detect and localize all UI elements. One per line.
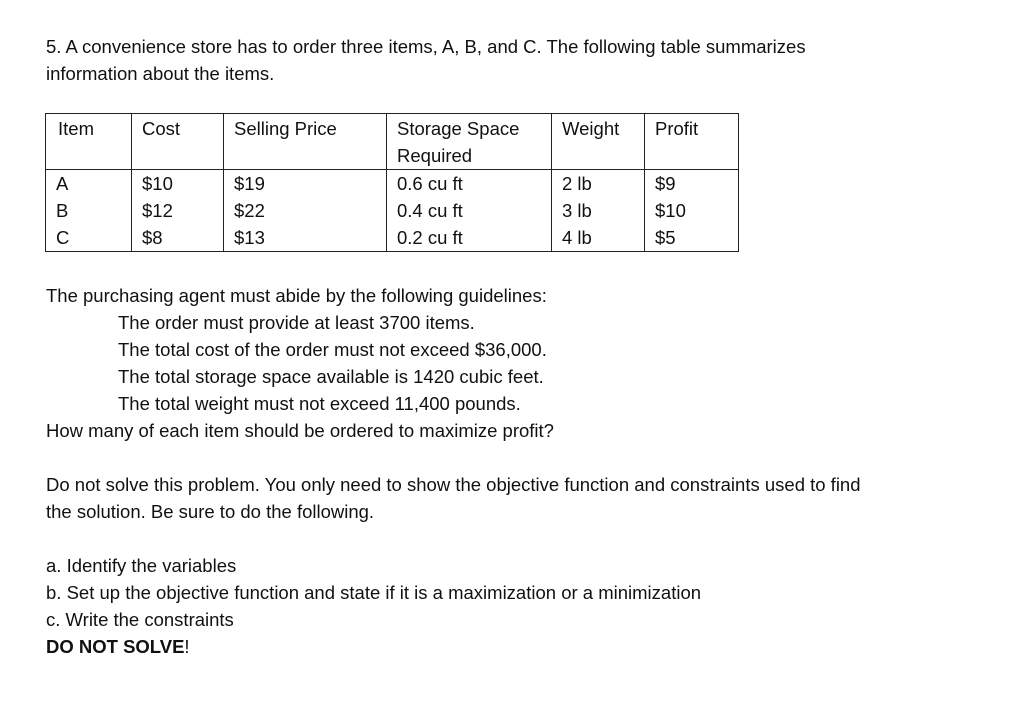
guidelines-section [46,282,996,444]
header-storage-line-1: Storage Space [397,118,520,139]
items-table [45,113,739,252]
cell-cost: $8 [132,224,224,252]
task-list [46,552,996,660]
header-weight: Weight [552,114,645,170]
cell-cost: $10 [132,170,224,198]
cell-profit: $9 [645,170,739,198]
header-item: Item [46,114,132,170]
note-line-2: the solution. Be sure to do the following. [46,501,375,522]
guidelines-question: How many of each item should be ordered to maximize profit? [46,420,554,441]
cell-item: A [46,170,132,198]
cell-profit: $10 [645,197,739,224]
cell-selling-price: $13 [224,224,387,252]
cell-weight: 4 lb [552,224,645,252]
cell-profit: $5 [645,224,739,252]
table-row [46,224,739,252]
intro-line-2: information about the items. [46,63,275,84]
header-profit: Profit [645,114,739,170]
cell-item: C [46,224,132,252]
header-storage-space [387,114,552,170]
intro-line-1: 5. A convenience store has to order three items, A, B, and C. The following table summarizes [46,36,806,57]
instructions-note [46,471,986,525]
guideline-item: The total cost of the order must not exceed $36,000. [118,339,547,360]
guidelines-lead: The purchasing agent must abide by the following guidelines: [46,285,547,306]
guideline-item: The order must provide at least 3700 items. [118,312,475,333]
task-b: b. Set up the objective function and state if it is a maximization or a minimization [46,582,702,603]
table-row [46,197,739,224]
do-not-solve-suffix: ! [184,636,190,657]
cell-weight: 2 lb [552,170,645,198]
cell-storage: 0.6 cu ft [387,170,552,198]
guideline-item: The total weight must not exceed 11,400 pounds. [118,393,521,414]
guideline-item: The total storage space available is 1420 cubic feet. [118,366,544,387]
cell-selling-price: $19 [224,170,387,198]
header-cost: Cost [132,114,224,170]
header-selling-price: Selling Price [224,114,387,170]
cell-storage: 0.4 cu ft [387,197,552,224]
task-c: c. Write the constraints [46,609,234,630]
problem-intro [46,33,996,87]
table-row [46,170,739,198]
note-line-1: Do not solve this problem. You only need to show the objective function and constraints used to find [46,474,861,495]
header-storage-line-2: Required [397,145,473,166]
cell-storage: 0.2 cu ft [387,224,552,252]
cell-item: B [46,197,132,224]
do-not-solve-line [46,633,996,660]
cell-weight: 3 lb [552,197,645,224]
cell-cost: $12 [132,197,224,224]
table-header-row [46,114,739,170]
do-not-solve-bold: DO NOT SOLVE [46,636,185,657]
cell-selling-price: $22 [224,197,387,224]
task-a: a. Identify the variables [46,555,237,576]
